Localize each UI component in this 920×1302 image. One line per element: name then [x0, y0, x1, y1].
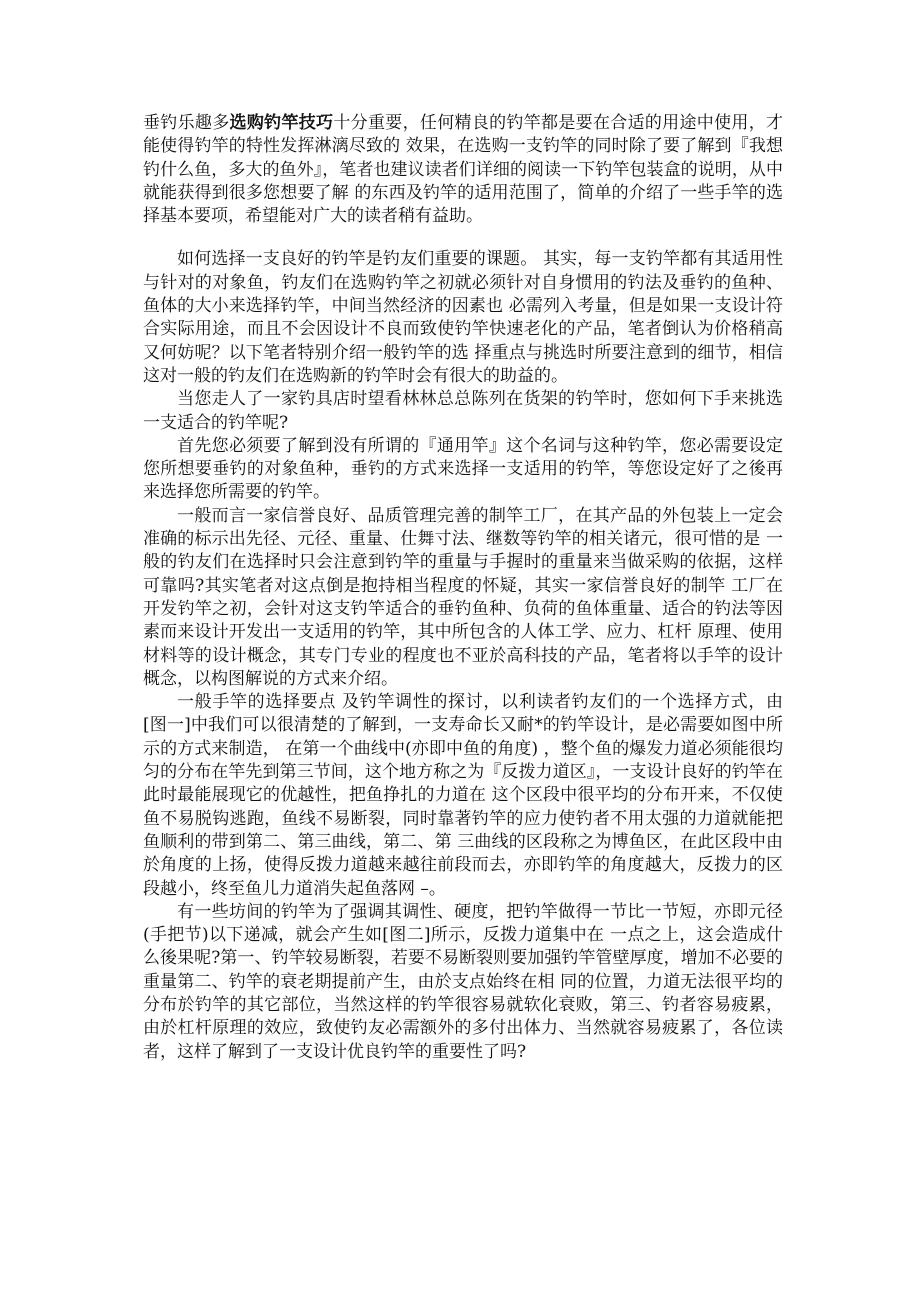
paragraph-how-to-choose: 如何选择一支良好的钓竿是钓友们重要的课题。 其实，每一支钓竿都有其适用性与针对的对象鱼，钓友们在选购钓竿之初就必须针对自身惯用的钓法及垂钓的鱼种、鱼体的大小来选择钓竿，中间当然经济的因素也 必需列入考量，但是如果一支设计符合实际用途，而且不会因设计不良而致使钓竿快速老化的产品，笔者倒认为价格稍高又何妨呢？以下笔者特别介绍一般钓竿的选 择重点与挑选时所要注意到的细节，相信这对一般的钓友们在选购新的钓竿时会有很大的助益的。 [143, 249, 783, 386]
paragraph-gap [143, 228, 783, 248]
document-body [143, 112, 783, 1064]
intro-highlight-text: 选购钓竿技巧 [229, 113, 334, 133]
intro-paragraph [143, 112, 783, 228]
intro-rest-text: 十分重要，任何精良的钓竿都是要在合适的用途中使用，才能使得钓竿的特性发挥淋漓尽致的 效果，在选购一支钓竿的同时除了要了解到『我想钓什么鱼，多大的鱼外』，笔者也建议读者们详细的阅读一下钓竿包装盒的说明，从中就能获得到很多您想要了解 的东西及钓竿的适用范围了，简单的介绍了一些手竿的选择基本要项，希望能对广大的读者稍有益助。 [143, 113, 784, 227]
paragraph-factory-specs: 一般而言一家信誉良好、品质管理完善的制竿工厂，在其产品的外包装上一定会准确的标示出先径、元径、重量、仕舞寸法、继数等钓竿的相关诸元，很可惜的是 一般的钓友们在选择时只会注意到钓竿的重量与手握时的重量来当做采购的依据，这样可靠吗?其实笔者对这点倒是抱持相当程度的怀疑，其实一家信誉良好的制竿 工厂在开发钓竿之初，会针对这支钓竿适合的垂钓鱼种、负荷的鱼体重量、适合的钓法等因素而来设计开发出一支适用的钓竿，其中所包含的人体工学、应力、杠杆 原理、使用材料等的设计概念，其专门专业的程度也不亚於高科技的产品，笔者将以手竿的设计概念，以构图解说的方式来介绍。 [143, 505, 783, 689]
paragraph-figure-two: 有一些坊间的钓竿为了强调其调性、硬度，把钓竿做得一节比一节短，亦即元径(手把节)以下递减，就会产生如[图二]所示，反拨力道集中在 一点之上，这会造成什么後果呢?第一、钓竿较易断裂，若要不易断裂则要加强钓竿管壁厚度，增加不必要的重量第二、钓竿的衰老期提前产生，由於支点始终在相 同的位置，力道无法很平均的分布於钓竿的其它部位，当然这样的钓竿很容易就软化衰败，第三、钓者容易疲累，由於杠杆原理的效应，致使钓友必需额外的多付出体力、当然就容易疲累了，各位读者，这样了解到了一支设计优良钓竿的重要性了吗? [143, 901, 783, 1062]
paragraph-no-universal-rod: 首先您必须要了解到没有所谓的『通用竿』这个名词与这种钓竿，您必需要设定您所想要垂钓的对象鱼种，垂钓的方式来选择一支适用的钓竿，等您设定好了之後再来选择您所需要的钓竿。 [143, 435, 783, 503]
paragraph-entering-shop: 当您走人了一家钓具店时望看林林总总陈列在货架的钓竿时，您如何下手来挑选一支适合的钓竿呢? [143, 389, 783, 433]
paragraph-figure-one: 一般手竿的选择要点 及钓竿调性的探讨，以利读者钓友们的一个选择方式，由[图一]中我们可以很清楚的了解到，一支寿命长又耐*的钓竿设计，是必需要如图中所示的方式来制造， 在第一个曲线中(亦即中鱼的角度) ，整个鱼的爆发力道必须能很均匀的分布在竿先到第三节间，这个地方称之为『反拨力道区』，一支设计良好的钓竿在此时最能展现它的优越性，把鱼挣扎的力道在 这个区段中很平均的分布开来，不仅使鱼不易脱钩逃跑，鱼线不易断裂，同时靠著钓竿的应力使钓者不用太强的力道就能把鱼顺利的带到第二、第三曲线，第二、第 三曲线的区段称之为博鱼区，在此区段中由於角度的上扬，使得反拨力道越来越往前段而去，亦即钓竿的角度越大，反拨力的区段越小，终至鱼儿力道消失起鱼落网 –。 [143, 692, 783, 899]
intro-lead-text: 垂钓乐趣多 [143, 113, 230, 133]
